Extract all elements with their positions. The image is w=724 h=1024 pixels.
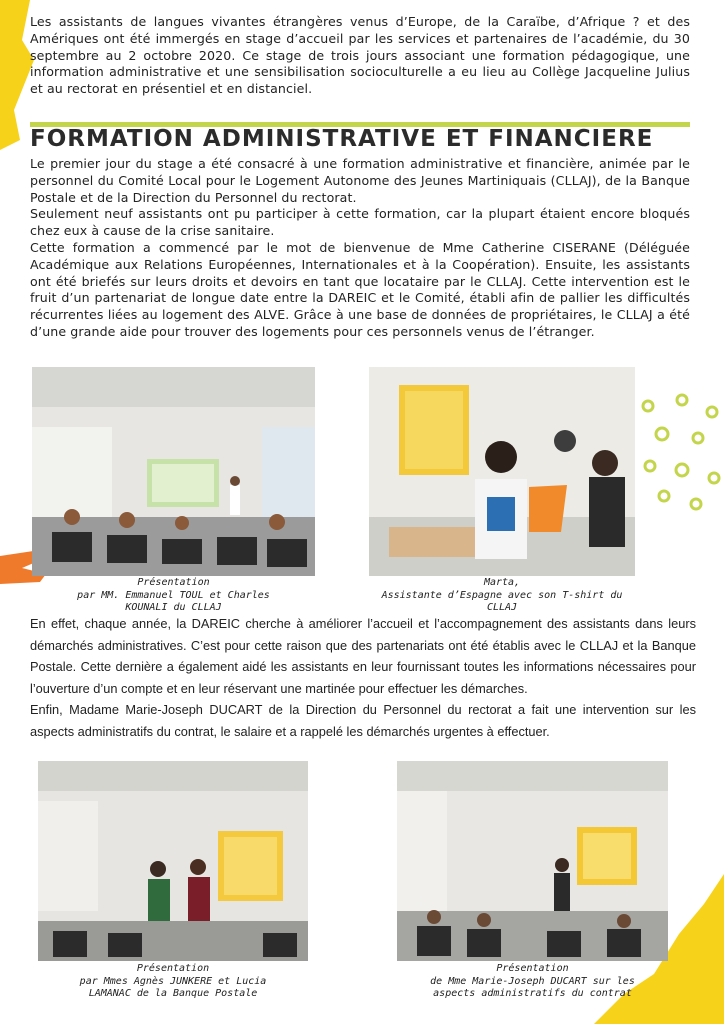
section1-paragraph-3: Cette formation a commencé par le mot de bienvenue de Mme Catherine CISERANE (Déléguée Académique aux Relations Européennes, Internationales et à la Coopération). Ensuite, les assistants ont été briefés sur leurs droits et devoirs en tant que locataire par le CLLAJ. Cette intervention est le fruit d’un partenariat de longue date entre la DAREIC et le Comité, établi afin de pallier les difficultés récurrentes liées au logement des ALVE. Grâce à une base de données de propriétaires, le CLLAJ a été d’une grande aide pour trouver des logements pour ces personnels venus de l’étranger. [30,239,690,339]
caption-photo-1 [32,577,315,615]
photo-ducart-presentation [397,761,668,961]
section2-text [30,613,696,742]
section-heading: FORMATION ADMINISTRATIVE ET FINANCIERE [30,126,654,152]
section1-text [30,156,690,341]
caption-4-line-1: Présentation [496,963,569,974]
caption-1-line-2: par MM. Emmanuel TOUL et Charles [77,589,270,601]
photo-classroom-presentation [32,367,315,576]
caption-2-line-1: Marta, [483,577,521,588]
photo-banque-postale-presentation [38,761,308,961]
caption-3-line-3: LAMANAC de la Banque Postale [88,988,258,999]
caption-photo-3 [38,963,308,1001]
section2-paragraph-2: Enfin, Madame Marie-Joseph DUCART de la Direction du Personnel du rectorat a fait une intervention sur les aspects administratifs du contrat, le salaire et a rappelé les démarchés urgentes à effectuer. [30,702,696,739]
section1-paragraph-2: Seulement neuf assistants ont pu participer à cette formation, car la plupart étaient encore bloqués chez eux à cause de la crise sanitaire. [30,206,690,239]
caption-2-line-2: Assistante d’Espagne avec son T-shirt du [381,589,623,601]
green-dots-pattern [638,392,724,518]
section1-paragraph-1: Le premier jour du stage a été consacré à une formation administrative et financière, animée par le personnel du Comité Local pour le Logement Autonome des Jeunes Martiniquais (CLLAJ), de la Banque Postale et de la Direction du Personnel du rectorat. [30,156,690,205]
caption-2-line-3: CLLAJ [486,602,518,613]
intro-paragraph: Les assistants de langues vivantes étrangères venus d’Europe, de la Caraïbe, d’Afrique ? et des Amériques ont été immergés en stage d’accueil par les services et partenaires de l’académie, du 30 septembre au 2 octobre 2020. Ce stage de trois jours associant une formation pédagogique, une information administrative et une sensibilisation socioculturelle a eu lieu au Collège Jacqueline Julius et au rectorat en présentiel et en distanciel. [30,14,690,97]
caption-photo-2 [369,577,635,615]
caption-photo-4 [380,963,685,1001]
photo-marta-tshirt [369,367,635,576]
caption-1-line-1: Présentation [137,577,210,588]
caption-3-line-1: Présentation [136,963,210,974]
section2-paragraph-1: En effet, chaque année, la DAREIC cherche à améliorer l’accueil et l’accompagnement des assistants dans leurs démarchés administratives. C’est pour cette raison que des partenariats ont été établis avec le CLLAJ et la Banque Postale. Cette dernière a également aidé les assistants en leur fournissant toutes les informations nécessaires pour l’ouverture d’un compte et en leur réservant une martinée pour effectuer les démarches. [30,616,696,696]
caption-4-line-2: de Mme Marie-Joseph DUCART sur les [430,975,635,987]
caption-4-line-3: aspects administratifs du contrat [433,988,632,999]
caption-1-line-3: KOUNALI du CLLAJ [125,602,222,613]
caption-3-line-2: par Mmes Agnès JUNKERE et Lucia [79,975,267,987]
